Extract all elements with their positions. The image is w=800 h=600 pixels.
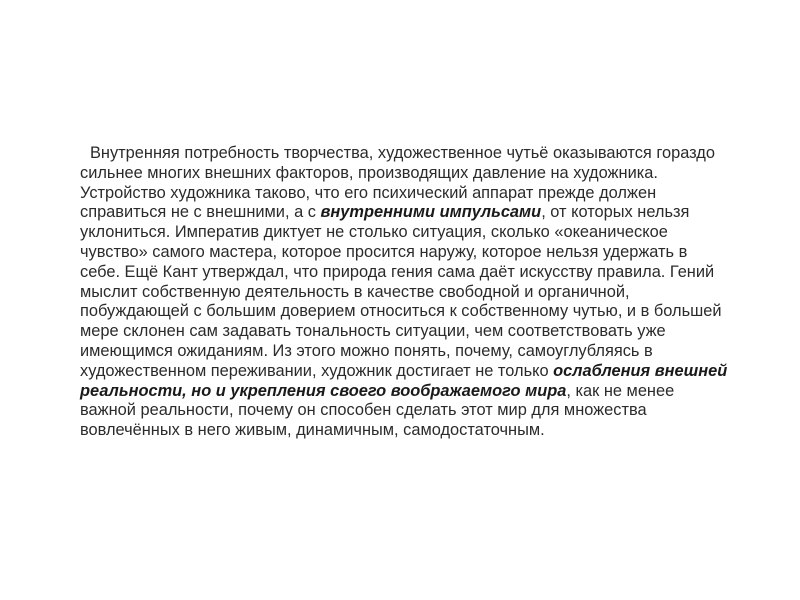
paragraph-text-part-3: , как не менее важной реальности, почему он способен сделать этот мир для множества вовлечённых в него живым, динамичным, самодостаточным.	[80, 381, 675, 440]
paragraph-text-part-2: , от которых нельзя уклониться. Императив диктует не столько ситуация, сколько «океаническое чувство» самого мастера, которое просится наружу, которое нельзя удержать в себе. Ещё Кант утверждал, что природа гения сама даёт искусству правила. Гений мыслит собственную деятельность в качестве свободной и органичной, побуждающей с большим доверием относиться к собственному чутью, и в большей мере склонен сам задавать тональность ситуации, чем соответствовать уже имеющимся ожиданиям. Из этого можно понять, почему, самоуглубляясь в художественном переживании, художник достигает не только	[80, 203, 722, 380]
emphasis-imaginary-world: ослабления внешней реальности, но и укрепления своего воображаемого мира	[80, 361, 728, 400]
paragraph-text-part-1: Внутренняя потребность творчества, художественное чутьё оказываются гораздо сильнее многих внешних факторов, производящих давление на художника. Устройство художника таково, что его психический аппарат прежде должен справиться не с внешними, а с	[80, 144, 715, 222]
emphasis-inner-impulses: внутренними импульсами	[320, 203, 542, 222]
body-text-block	[80, 144, 730, 441]
body-paragraph	[80, 144, 730, 441]
